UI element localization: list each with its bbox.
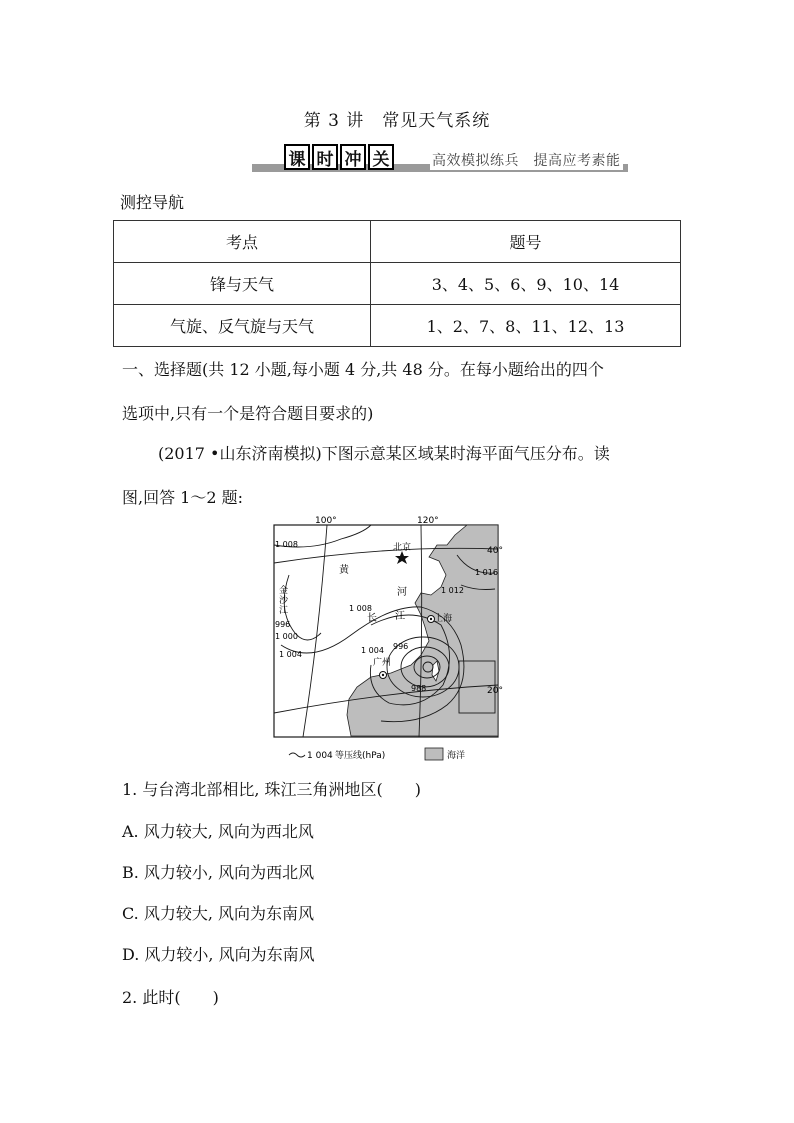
table-header-cell: 考点 bbox=[114, 221, 371, 263]
banner-char-4: 关 bbox=[368, 144, 394, 170]
question-2: 2. 此时( ) bbox=[122, 988, 219, 1007]
question-intro-line: (2017 •山东济南模拟)下图示意某区域某时海平面气压分布。读 bbox=[158, 444, 610, 463]
lat-label: 20° bbox=[487, 686, 503, 696]
section-banner bbox=[252, 144, 628, 174]
shanghai-dot-icon bbox=[430, 618, 432, 620]
place-label: 沙 bbox=[279, 596, 289, 606]
lat-label: 40° bbox=[487, 546, 503, 556]
legend-isobar-label: 等压线(hPa) bbox=[335, 751, 386, 761]
table-row bbox=[114, 305, 681, 347]
banner-char-1: 课 bbox=[284, 144, 310, 170]
lon-label: 100° bbox=[315, 516, 337, 526]
isobar-value: 988 bbox=[411, 684, 427, 693]
place-label: 上海 bbox=[434, 614, 453, 624]
question-intro-line: 图,回答 1～2 题: bbox=[122, 488, 244, 507]
guangzhou-dot-icon bbox=[382, 674, 384, 676]
nav-heading: 测控导航 bbox=[120, 193, 185, 212]
pressure-map bbox=[271, 515, 503, 765]
place-label: 广州 bbox=[373, 658, 392, 668]
legend-ocean-label: 海洋 bbox=[447, 751, 466, 761]
banner-char-2: 时 bbox=[312, 144, 338, 170]
question-1-option-a: A. 风力较大, 风向为西北风 bbox=[122, 822, 314, 841]
table-header-cell: 题号 bbox=[371, 221, 681, 263]
table-cell: 1、2、7、8、11、12、13 bbox=[371, 305, 681, 347]
isobar-value: 996 bbox=[275, 620, 291, 629]
isobar-value: 1 008 bbox=[275, 540, 298, 549]
legend-isobar-sample bbox=[289, 753, 305, 757]
lesson-title: 第 3 讲 常见天气系统 bbox=[303, 111, 491, 131]
place-label: 江 bbox=[279, 606, 289, 616]
isobar-value: 1 012 bbox=[441, 586, 464, 595]
isobar-value: 1 000 bbox=[275, 632, 298, 641]
section-instruction-line: 选项中,只有一个是符合题目要求的) bbox=[122, 404, 374, 423]
place-label: 北京 bbox=[393, 543, 412, 553]
table-row bbox=[114, 263, 681, 305]
isobar-value: 1 016 bbox=[475, 568, 498, 577]
question-1-option-c: C. 风力较大, 风向为东南风 bbox=[122, 904, 315, 923]
place-label: 黄 bbox=[339, 565, 349, 576]
lon-label: 120° bbox=[417, 516, 439, 526]
legend-ocean-swatch bbox=[425, 748, 443, 760]
table-cell: 3、4、5、6、9、10、14 bbox=[371, 263, 681, 305]
table-header-row bbox=[114, 221, 681, 263]
nav-table bbox=[113, 220, 681, 347]
banner-slogan: 高效模拟练兵 提高应考素能 bbox=[430, 150, 623, 170]
place-label: 江 bbox=[395, 611, 405, 622]
isobar-value: 1 008 bbox=[349, 604, 372, 613]
legend-isobar-value: 1 004 bbox=[307, 751, 333, 761]
place-label: 河 bbox=[397, 587, 407, 598]
isobar-value: 1 004 bbox=[279, 650, 302, 659]
table-cell: 气旋、反气旋与天气 bbox=[114, 305, 371, 347]
isobar-value: 996 bbox=[393, 642, 409, 651]
place-label: 长 bbox=[367, 613, 377, 624]
isobar-value: 1 004 bbox=[361, 646, 384, 655]
banner-title-boxes bbox=[284, 144, 394, 170]
banner-char-3: 冲 bbox=[340, 144, 366, 170]
question-1-option-d: D. 风力较小, 风向为东南风 bbox=[122, 945, 315, 964]
table-cell: 锋与天气 bbox=[114, 263, 371, 305]
question-1: 1. 与台湾北部相比, 珠江三角洲地区( ) bbox=[122, 780, 422, 799]
place-label: 金 bbox=[279, 586, 289, 596]
section-instruction-line: 一、选择题(共 12 小题,每小题 4 分,共 48 分。在每小题给出的四个 bbox=[122, 360, 604, 379]
question-1-option-b: B. 风力较小, 风向为西北风 bbox=[122, 863, 315, 882]
